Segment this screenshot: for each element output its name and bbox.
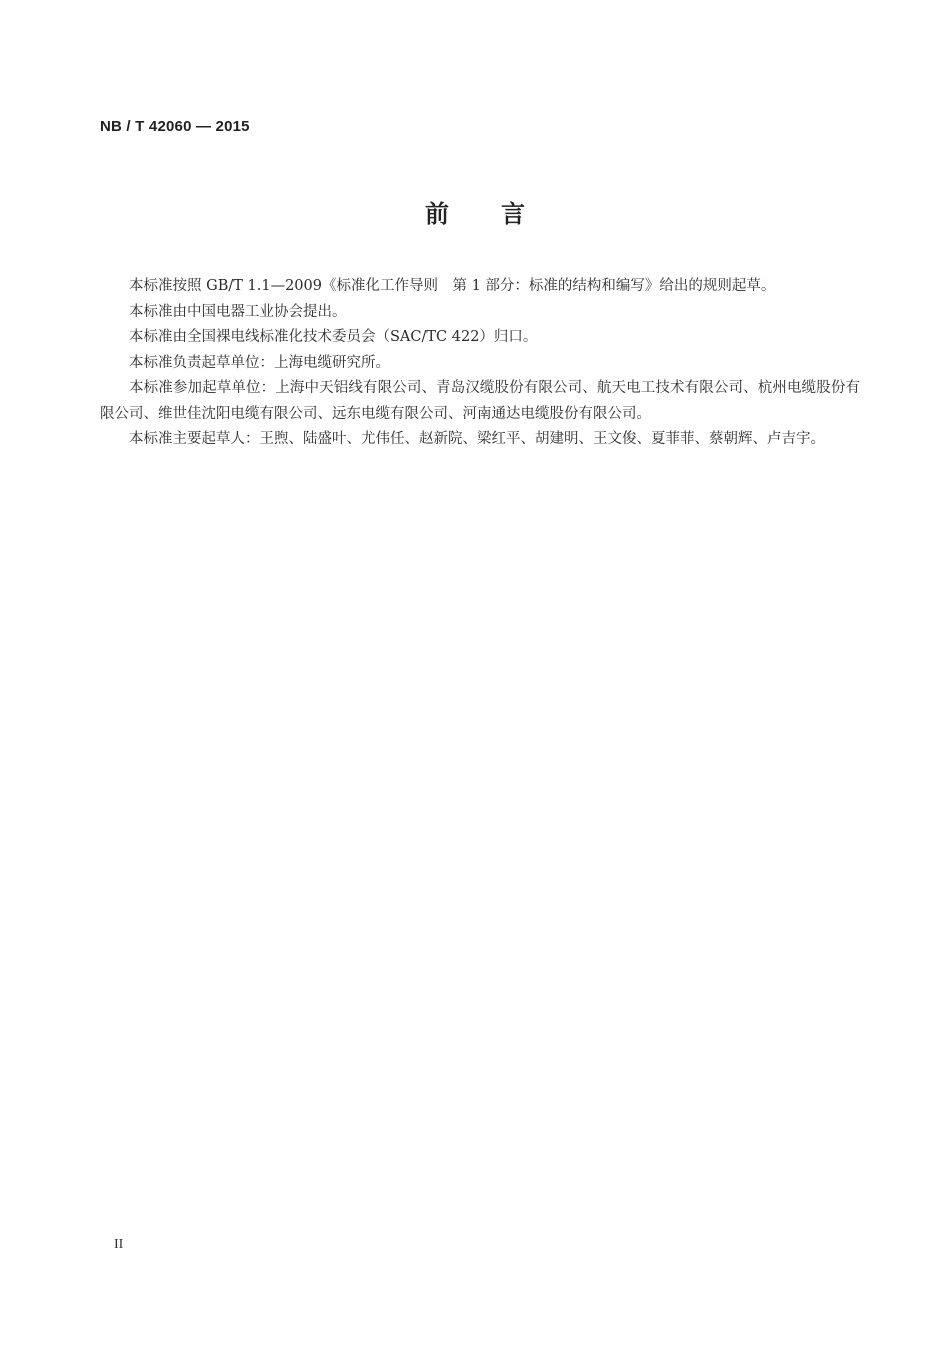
paragraph-participating-drafters: 本标准参加起草单位：上海中天铝线有限公司、青岛汉缆股份有限公司、航天电工技术有限公司、杭州电缆股份有限公司、维世佳沈阳电缆有限公司、远东电缆有限公司、河南通达电缆股份有限公司。 bbox=[100, 380, 860, 422]
paragraph-drafting-rules: 本标准按照 GB/T 1.1—2009《标准化工作导则 第 1 部分：标准的结构和编写》给出的规则起草。 bbox=[129, 278, 776, 294]
paragraph-lead-drafter: 本标准负责起草单位：上海电缆研究所。 bbox=[129, 354, 390, 371]
standard-code: NB / T 42060 — 2015 bbox=[100, 118, 250, 135]
foreword-body bbox=[100, 274, 860, 453]
page-title: 前言 bbox=[425, 200, 577, 228]
page-number: II bbox=[114, 1237, 124, 1252]
paragraph-technical-committee: 本标准由全国裸电线标准化技术委员会（SAC/TC 422）归口。 bbox=[129, 329, 538, 345]
paragraph-proposer: 本标准由中国电器工业协会提出。 bbox=[129, 303, 347, 320]
paragraph-main-drafters: 本标准主要起草人：王煦、陆盛叶、尤伟任、赵新院、梁红平、胡建明、王文俊、夏菲菲、蔡朝辉、卢吉宇。 bbox=[129, 431, 825, 447]
